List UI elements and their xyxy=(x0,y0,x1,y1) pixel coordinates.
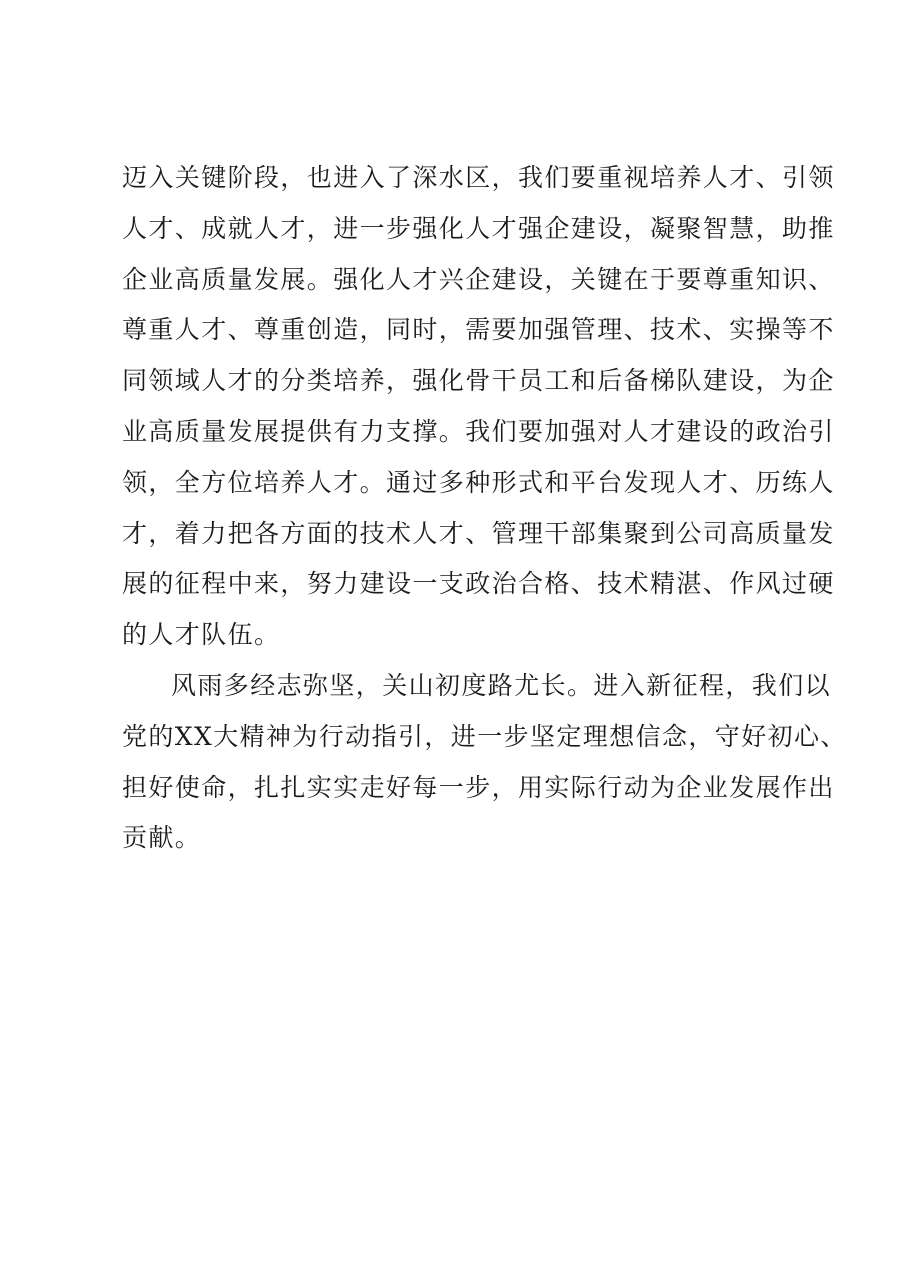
paragraph-line: 领，全方位培养人才。通过多种形式和平台发现人才、历练人 xyxy=(122,467,835,497)
paragraph-line: 担好使命，扎扎实实走好每一步，用实际行动为企业发展作出 xyxy=(122,772,835,802)
paragraph-1 xyxy=(122,153,835,661)
paragraph-line: 尊重人才、尊重创造，同时，需要加强管理、技术、实操等不 xyxy=(122,315,835,345)
paragraph-line: 展的征程中来，努力建设一支政治合格、技术精湛、作风过硬 xyxy=(122,569,835,599)
paragraph-line: 贡献。 xyxy=(122,823,202,853)
paragraph-line: 党的XX大精神为行动指引，进一步坚定理想信念，守好初心、 xyxy=(122,721,847,751)
paragraph-line: 企业高质量发展。强化人才兴企建设，关键在于要尊重知识、 xyxy=(122,264,835,294)
paragraph-line: 风雨多经志弥坚，关山初度路尤长。进入新征程，我们以 xyxy=(171,670,832,700)
document-body xyxy=(122,153,847,864)
paragraph-line: 同领域人才的分类培养，强化骨干员工和后备梯队建设，为企 xyxy=(122,366,835,396)
paragraph-line: 人才、成就人才，进一步强化人才强企建设，凝聚智慧，助推 xyxy=(122,213,835,243)
paragraph-line: 迈入关键阶段，也进入了深水区，我们要重视培养人才、引领 xyxy=(122,163,835,192)
paragraph-line: 的人才队伍。 xyxy=(122,620,281,650)
paragraph-line: 才，着力把各方面的技术人才、管理干部集聚到公司高质量发 xyxy=(122,518,835,548)
paragraph-line: 业高质量发展提供有力支撑。我们要加强对人才建设的政治引 xyxy=(122,416,835,446)
paragraph-2 xyxy=(122,661,847,864)
